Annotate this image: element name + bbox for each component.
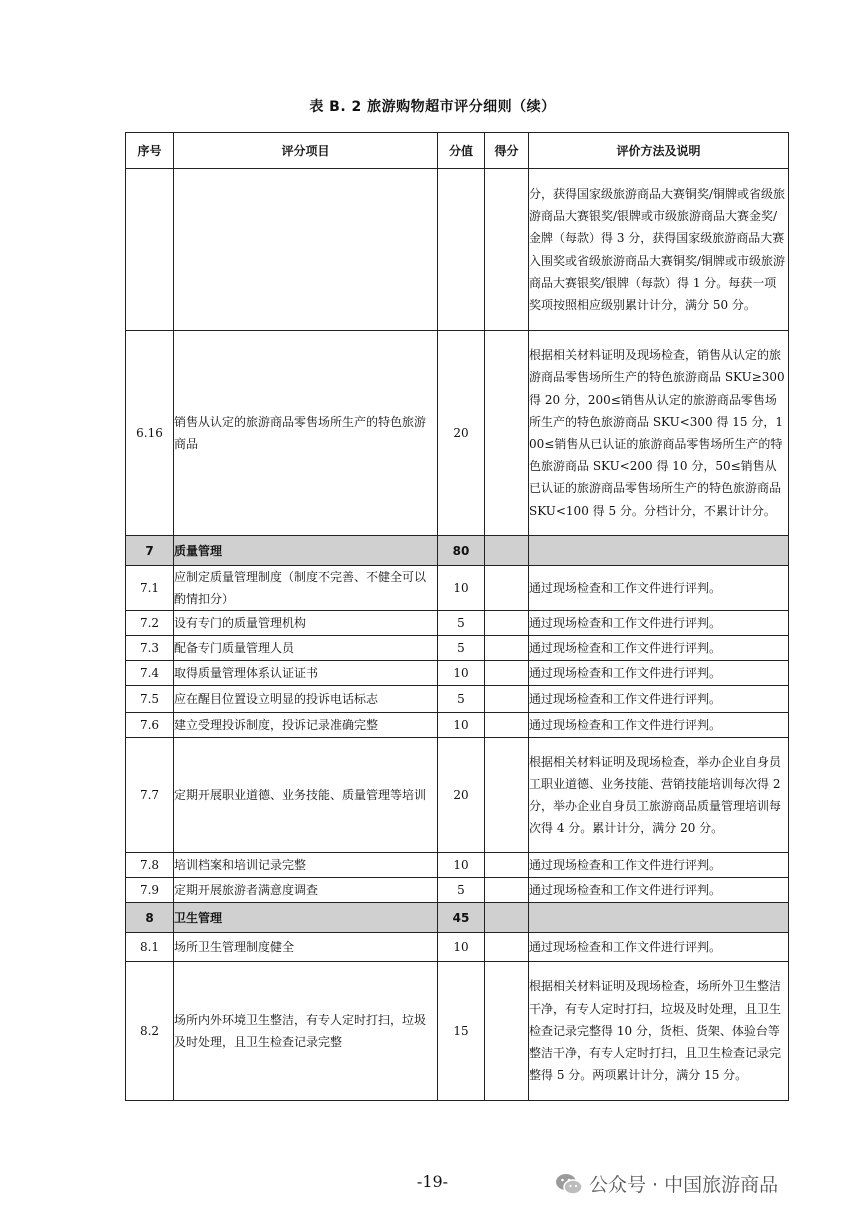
header-item: 评分项目 [174, 133, 438, 169]
cell-number: 7 [126, 536, 174, 566]
table-row [126, 566, 789, 611]
cell-score: 5 [438, 636, 485, 661]
table-row [126, 686, 789, 713]
header-score: 分值 [438, 133, 485, 169]
cell-method: 通过现场检查和工作文件进行评判。 [529, 636, 789, 661]
header-method: 评价方法及说明 [529, 133, 789, 169]
table-row [126, 611, 789, 636]
table-row [126, 636, 789, 661]
table-row [126, 169, 789, 331]
cell-number: 7.5 [126, 686, 174, 713]
cell-number: 7.1 [126, 566, 174, 611]
cell-item: 配备专门质量管理人员 [174, 636, 438, 661]
cell-score: 5 [438, 686, 485, 713]
cell-method: 通过现场检查和工作文件进行评判。 [529, 566, 789, 611]
scoring-table [125, 132, 789, 1101]
cell-score: 10 [438, 853, 485, 878]
cell-item: 卫生管理 [174, 903, 438, 933]
cell-item: 销售从认定的旅游商品零售场所生产的特色旅游商品 [174, 331, 438, 536]
cell-method: 通过现场检查和工作文件进行评判。 [529, 713, 789, 738]
cell-number: 7.9 [126, 878, 174, 903]
cell-method [529, 903, 789, 933]
watermark-text: 公众号 · 中国旅游商品 [589, 1174, 779, 1196]
cell-got [485, 566, 529, 611]
cell-item: 应制定质量管理制度（制度不完善、不健全可以酌情扣分） [174, 566, 438, 611]
cell-item: 设有专门的质量管理机构 [174, 611, 438, 636]
cell-item: 培训档案和培训记录完整 [174, 853, 438, 878]
cell-item: 场所卫生管理制度健全 [174, 933, 438, 962]
cell-got [485, 713, 529, 738]
cell-got [485, 738, 529, 853]
table-header-row [126, 133, 789, 169]
cell-number [126, 169, 174, 331]
table-title: 表 B. 2 旅游购物超市评分细则（续） [309, 99, 556, 115]
table-row [126, 878, 789, 903]
cell-number: 7.3 [126, 636, 174, 661]
header-number: 序号 [126, 133, 174, 169]
cell-score: 80 [438, 536, 485, 566]
table-row [126, 713, 789, 738]
cell-method: 通过现场检查和工作文件进行评判。 [529, 853, 789, 878]
cell-got [485, 933, 529, 962]
cell-score: 10 [438, 713, 485, 738]
cell-item: 场所内外环境卫生整洁，有专人定时打扫，垃圾及时处理，且卫生检查记录完整 [174, 962, 438, 1101]
cell-number: 8 [126, 903, 174, 933]
cell-number: 7.4 [126, 661, 174, 686]
cell-method: 分，获得国家级旅游商品大赛铜奖/铜牌或省级旅游商品大赛银奖/银牌或市级旅游商品大赛金奖/金牌（每款）得 3 分，获得国家级旅游商品大赛入围奖或省级旅游商品大赛铜奖/铜牌或市级旅游商品大赛银奖/银牌（每款）得 1 分。每获一项奖项按照相应级别累计计分，满分 50 分。 [529, 169, 789, 331]
cell-number: 6.16 [126, 331, 174, 536]
cell-got [485, 878, 529, 903]
cell-score: 20 [438, 331, 485, 536]
cell-number: 7.8 [126, 853, 174, 878]
cell-score: 15 [438, 962, 485, 1101]
cell-item: 定期开展职业道德、业务技能、质量管理等培训 [174, 738, 438, 853]
table-row [126, 738, 789, 853]
cell-item: 应在醒目位置设立明显的投诉电话标志 [174, 686, 438, 713]
cell-got [485, 661, 529, 686]
cell-method: 通过现场检查和工作文件进行评判。 [529, 878, 789, 903]
cell-item: 建立受理投诉制度，投诉记录准确完整 [174, 713, 438, 738]
cell-method: 通过现场检查和工作文件进行评判。 [529, 933, 789, 962]
cell-item [174, 169, 438, 331]
cell-item: 定期开展旅游者满意度调查 [174, 878, 438, 903]
cell-score: 10 [438, 933, 485, 962]
cell-score: 5 [438, 611, 485, 636]
table-row [126, 331, 789, 536]
cell-score [438, 169, 485, 331]
cell-number: 8.1 [126, 933, 174, 962]
cell-number: 8.2 [126, 962, 174, 1101]
cell-method [529, 536, 789, 566]
table-row [126, 661, 789, 686]
cell-score: 45 [438, 903, 485, 933]
cell-number: 7.6 [126, 713, 174, 738]
cell-score: 10 [438, 661, 485, 686]
page-number: -19- [416, 1172, 449, 1191]
table-row [126, 962, 789, 1101]
cell-score: 5 [438, 878, 485, 903]
cell-method: 通过现场检查和工作文件进行评判。 [529, 661, 789, 686]
cell-got [485, 853, 529, 878]
cell-score: 10 [438, 566, 485, 611]
section-row [126, 536, 789, 566]
cell-method: 根据相关材料证明及现场检查，销售从认定的旅游商品零售场所生产的特色旅游商品 SKU≥300 得 20 分，200≤销售从认定的旅游商品零售场所生产的特色旅游商品 SKU<300 得 15 分，100≤销售从已认证的旅游商品零售场所生产的特色旅游商品 SKU<200 得 10 分，50≤销售从已认证的旅游商品零售场所生产的特色旅游商品 SKU<100 得 5 分。分档计分，不累计计分。 [529, 331, 789, 536]
wechat-icon [555, 1172, 583, 1196]
cell-item: 质量管理 [174, 536, 438, 566]
header-got: 得分 [485, 133, 529, 169]
cell-got [485, 331, 529, 536]
cell-number: 7.7 [126, 738, 174, 853]
cell-got [485, 636, 529, 661]
cell-score: 20 [438, 738, 485, 853]
cell-number: 7.2 [126, 611, 174, 636]
cell-got [485, 611, 529, 636]
cell-method: 根据相关材料证明及现场检查，举办企业自身员工职业道德、业务技能、营销技能培训每次得 2 分，举办企业自身员工旅游商品质量管理培训每次得 4 分。累计计分，满分 20 分。 [529, 738, 789, 853]
section-row [126, 903, 789, 933]
cell-got [485, 903, 529, 933]
cell-item: 取得质量管理体系认证证书 [174, 661, 438, 686]
cell-got [485, 169, 529, 331]
watermark [555, 1170, 778, 1197]
cell-method: 根据相关材料证明及现场检查，场所外卫生整洁干净，有专人定时打扫，垃圾及时处理，且卫生检查记录完整得 10 分，货柜、货架、体验台等整洁干净，有专人定时打扫，且卫生检查记录完整得 5 分。两项累计计分，满分 15 分。 [529, 962, 789, 1101]
cell-method: 通过现场检查和工作文件进行评判。 [529, 611, 789, 636]
cell-got [485, 686, 529, 713]
cell-got [485, 536, 529, 566]
cell-got [485, 962, 529, 1101]
cell-method: 通过现场检查和工作文件进行评判。 [529, 686, 789, 713]
table-row [126, 853, 789, 878]
table-row [126, 933, 789, 962]
